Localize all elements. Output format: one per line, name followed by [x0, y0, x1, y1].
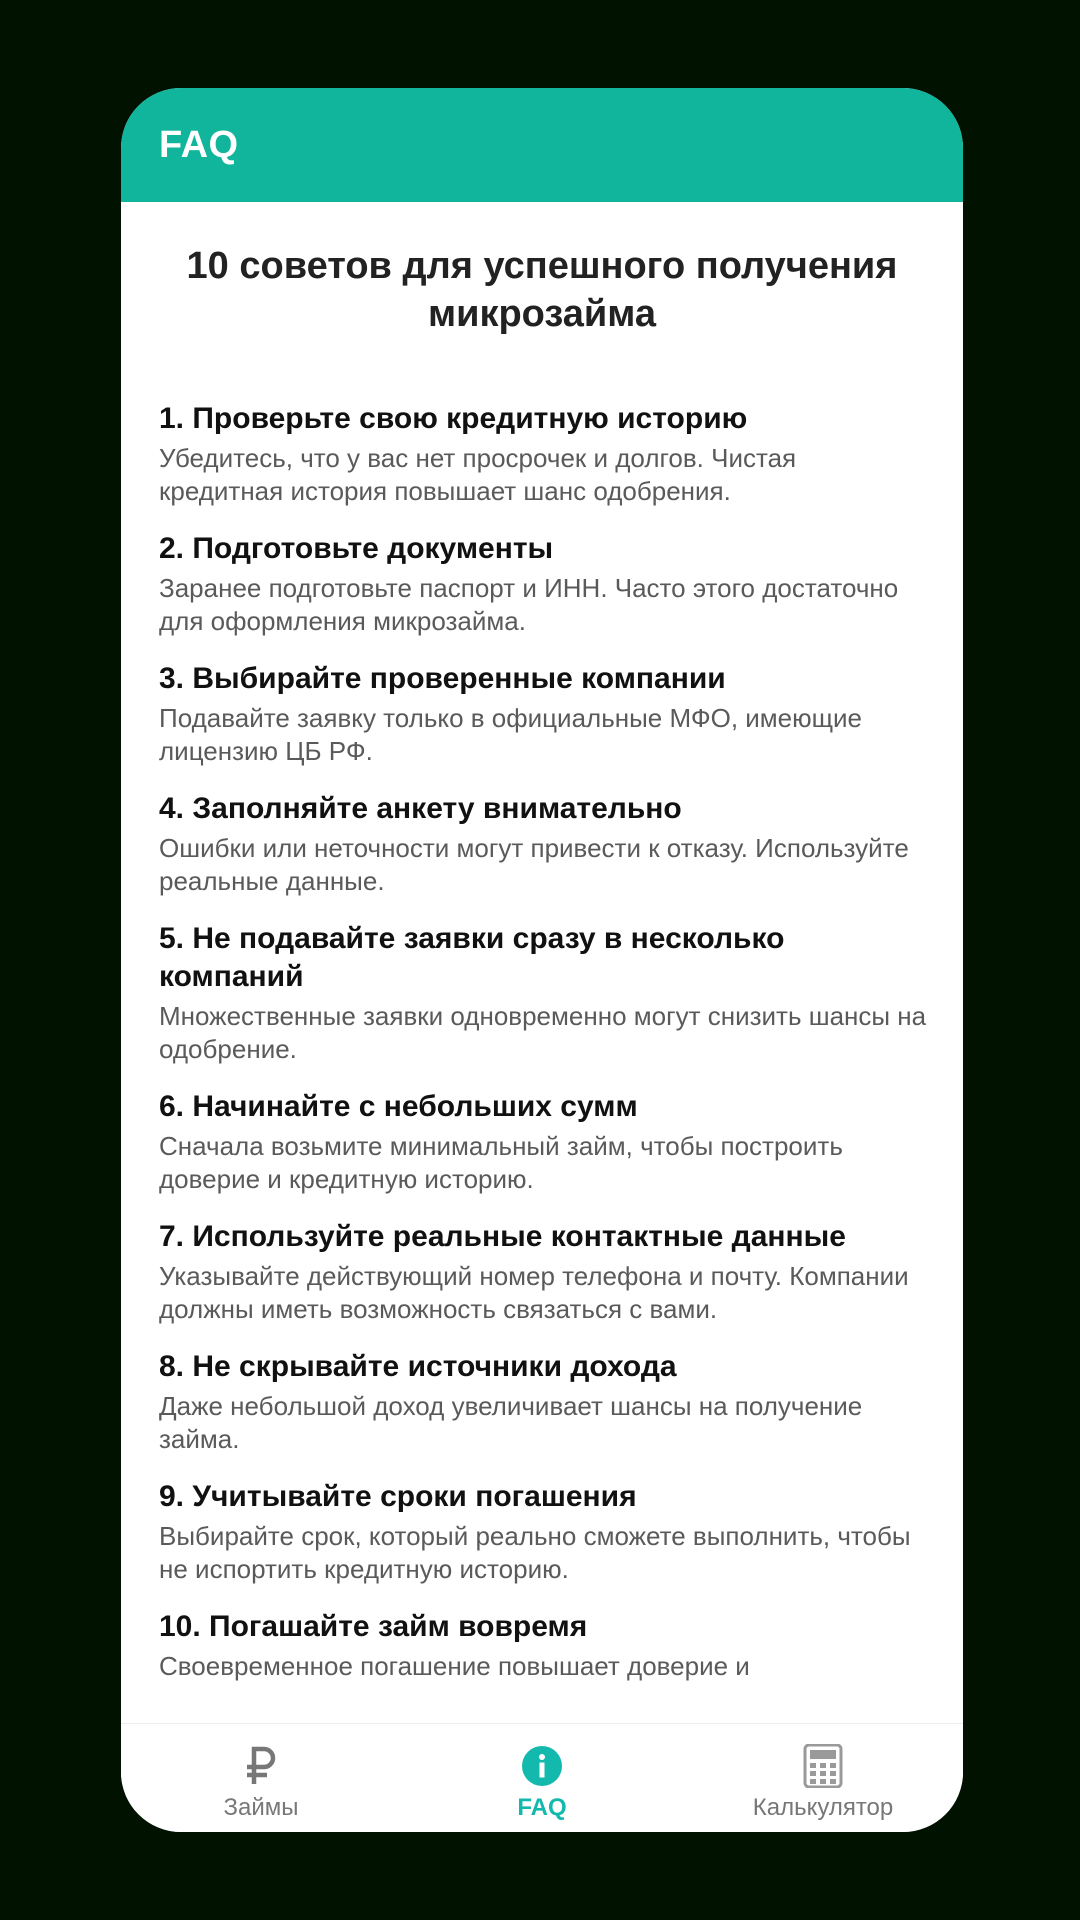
calculator-icon	[801, 1744, 845, 1788]
nav-item-calculator[interactable]	[683, 1724, 963, 1832]
nav-item-loans[interactable]	[121, 1724, 401, 1832]
header-title: FAQ	[159, 124, 239, 166]
tip-text: Выбирайте срок, который реально сможете выполнить, чтобы не испортить кредитную историю.	[159, 1521, 911, 1584]
nav-label: FAQ	[517, 1794, 567, 1821]
tip-title: 5. Не подавайте заявки сразу в несколько компаний	[159, 922, 785, 993]
ruble-icon	[239, 1744, 283, 1788]
tip-item	[159, 660, 927, 768]
app-screen	[121, 88, 963, 1832]
tip-text: Сначала возьмите минимальный займ, чтобы построить доверие и кредитную историю.	[159, 1131, 843, 1194]
tip-item	[159, 530, 927, 638]
tip-title: 2. Подготовьте документы	[159, 532, 554, 565]
tip-text: Своевременное погашение повышает доверие и	[159, 1651, 750, 1681]
tip-item	[159, 1348, 927, 1456]
tip-item	[159, 920, 927, 1066]
tip-item	[159, 400, 927, 508]
faq-content[interactable]	[121, 202, 963, 1724]
tip-text: Убедитесь, что у вас нет просрочек и долгов. Чистая кредитная история повышает шанс одобрения.	[159, 443, 797, 506]
tip-item	[159, 1218, 927, 1326]
tip-title: 9. Учитывайте сроки погашения	[159, 1480, 637, 1513]
tip-text: Подавайте заявку только в официальные МФО, имеющие лицензию ЦБ РФ.	[159, 703, 863, 766]
bottom-navigation	[121, 1723, 963, 1832]
nav-label: Займы	[223, 1794, 299, 1821]
tip-text: Даже небольшой доход увеличивает шансы на получение займа.	[159, 1391, 863, 1454]
page-title: 10 советов для успешного получения микрозайма	[186, 245, 898, 335]
tip-text: Указывайте действующий номер телефона и почту. Компании должны иметь возможность связаться с вами.	[159, 1261, 909, 1324]
tip-title: 10. Погашайте займ вовремя	[159, 1610, 588, 1643]
tip-item	[159, 1088, 927, 1196]
tip-title: 1. Проверьте свою кредитную историю	[159, 402, 748, 435]
nav-label: Калькулятор	[752, 1794, 894, 1821]
tip-title: 8. Не скрывайте источники дохода	[159, 1350, 677, 1383]
app-header	[121, 88, 963, 202]
tip-item	[159, 1608, 927, 1683]
tip-title: 7. Используйте реальные контактные данные	[159, 1220, 846, 1253]
tip-text: Множественные заявки одновременно могут снизить шансы на одобрение.	[159, 1001, 927, 1064]
tip-text: Ошибки или неточности могут привести к отказу. Используйте реальные данные.	[159, 833, 909, 896]
tip-item	[159, 790, 927, 898]
tips-list	[159, 400, 927, 1683]
tip-title: 4. Заполняйте анкету внимательно	[159, 792, 682, 825]
tip-text: Заранее подготовьте паспорт и ИНН. Часто этого достаточно для оформления микрозайма.	[159, 573, 899, 636]
tip-title: 3. Выбирайте проверенные компании	[159, 662, 726, 695]
info-icon	[520, 1744, 564, 1788]
tip-item	[159, 1478, 927, 1586]
nav-item-faq[interactable]	[402, 1724, 682, 1832]
tip-title: 6. Начинайте с небольших сумм	[159, 1090, 638, 1123]
